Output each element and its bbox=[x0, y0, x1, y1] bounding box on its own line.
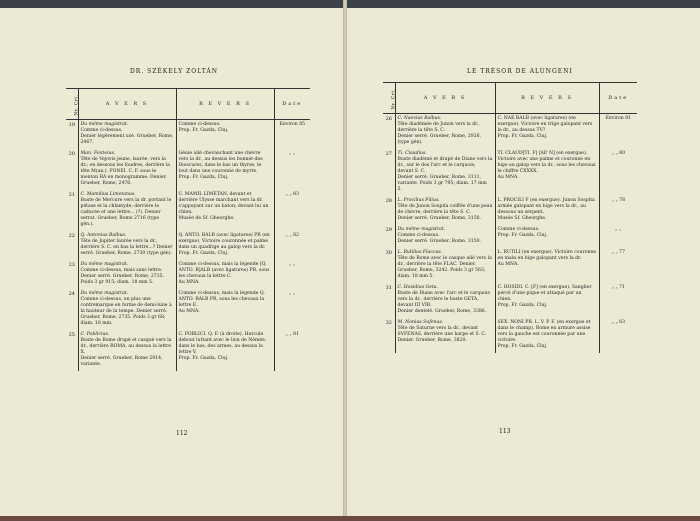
table-row bbox=[66, 260, 310, 289]
avers-cell bbox=[78, 330, 176, 371]
revers-description: C. MAMIL LIMETAN, devant et derrière Ulysse marchant vers la dr. s'appuyant sur un baton; devant lui un chien. Musée de Sf. Gheorghe. bbox=[176, 190, 274, 231]
date-cell: „ „ bbox=[289, 262, 296, 267]
magistrate-name: Man. Fonteius. bbox=[80, 151, 116, 156]
date-cell: „ „ 63 bbox=[611, 320, 626, 325]
entry-number: 24 bbox=[66, 289, 78, 330]
magistrate-name: L. Procilius Filius. bbox=[397, 198, 440, 203]
table-row bbox=[66, 231, 310, 260]
avers-cell bbox=[78, 190, 176, 231]
table-row bbox=[383, 225, 637, 248]
table-row bbox=[383, 114, 637, 150]
avers-cell bbox=[395, 283, 495, 318]
left-page bbox=[0, 8, 343, 516]
page-number: 112 bbox=[176, 430, 188, 437]
entry-number: 19 bbox=[66, 120, 78, 150]
avers-cell bbox=[395, 248, 495, 283]
revers-description: Génie ailé chevauchant une chèvre vers la dr., au dessus les bonnet-des Dioscures, dans le bas un thyrse, le tout dans une couronne de myrte. Prop. Fr. Gazda, Cluj. bbox=[176, 149, 274, 190]
magistrate-name: C. Poblicius. bbox=[80, 332, 110, 337]
magistrate-name: Du même magistrat. bbox=[80, 122, 129, 127]
avers-description: Tête de Vejovis jeune, laurée, vers la dr.; en dessous les foudres, derrière la tête M(an.). FONEI. C. F. sous le menton RA en monogramme. Denier. Grueber, Rome, 2476. bbox=[80, 157, 171, 186]
header-nr: Nr. Crt. bbox=[66, 89, 78, 120]
page-number: 113 bbox=[499, 428, 511, 435]
magistrate-name: Q. Antonius Balbus. bbox=[80, 233, 127, 238]
magistrate-name: Du même magistrat. bbox=[397, 227, 446, 232]
table-row bbox=[383, 149, 637, 196]
right-page bbox=[347, 8, 700, 516]
avers-cell bbox=[395, 225, 495, 248]
header-revers: R E V E R S bbox=[495, 83, 599, 114]
entry-number: 30 bbox=[383, 248, 395, 283]
magistrate-name: C. Naevius Balbus. bbox=[397, 116, 442, 121]
running-head: DR. SZÉKELY ZOLTÁN bbox=[130, 68, 218, 75]
magistrate-name: M. Nonius Sufenas. bbox=[397, 320, 444, 325]
header-date: Date bbox=[274, 89, 310, 120]
bottom-edge bbox=[0, 516, 700, 521]
date-cell: „ „ 78 bbox=[611, 198, 626, 203]
avers-description: Comme ci-dessus. Denier serré. Grueber, Rome, 3150. bbox=[397, 233, 481, 244]
date-cell: Environ 85 bbox=[279, 122, 306, 127]
table-row bbox=[66, 190, 310, 231]
revers-description: SEX. NONI PR. L. V. P. F. (en exergue et dans le champ). Rome en armure assise vers la gauche est couronnée par une victoire. Prop. Fr. Gazda, Cluj. bbox=[495, 318, 599, 353]
running-head: LE TRÉSOR DE ALUNGENI bbox=[467, 68, 573, 75]
revers-description: C. HOSIDI. C. [F] (en exergue). Sanglier percé d'une pique et attaqué par un chien. Prop. Fr. Gazda, Cluj. bbox=[495, 283, 599, 318]
magistrate-name: C. Hosidius Geta. bbox=[397, 285, 438, 290]
avers-description: Tête de Junon Sospita coiffée d'une peau de chèvre, derrière la tête S. C. Denier serré. Grueber, Rome, 3150. bbox=[397, 204, 493, 221]
date-cell: Environ 81 bbox=[605, 116, 632, 121]
entry-number: 28 bbox=[383, 196, 395, 225]
entry-number: 25 bbox=[66, 330, 78, 371]
date-cell: „ „ 81 bbox=[285, 332, 300, 337]
magistrate-name: L. Rutilius Flaccus. bbox=[397, 250, 443, 255]
entry-number: 20 bbox=[66, 149, 78, 190]
table-row bbox=[66, 289, 310, 330]
table-header-row bbox=[383, 83, 637, 114]
entry-number: 23 bbox=[66, 260, 78, 289]
header-date: Date bbox=[599, 83, 637, 114]
avers-cell bbox=[78, 289, 176, 330]
revers-description: C. POBLICI. Q. F. (à droite). Hercule debout luttant avec le lion de Némée, dans le bas, des armes, au dessus la lettre V. Prop. Fr. Gazda, Cluj. bbox=[176, 330, 274, 371]
table-row bbox=[383, 318, 637, 353]
entry-number: 32 bbox=[383, 318, 395, 353]
date-cell: „ „ 80 bbox=[611, 151, 626, 156]
entry-number: 27 bbox=[383, 149, 395, 196]
avers-cell bbox=[395, 114, 495, 150]
table-header-row bbox=[66, 89, 310, 120]
header-avers: A V E R S bbox=[395, 83, 495, 114]
table-row bbox=[66, 330, 310, 371]
avers-cell bbox=[78, 231, 176, 260]
top-edge bbox=[0, 0, 700, 8]
revers-description: L. PROCILI F (en exergue). Junon Sospita armée galopant en bige vers la dr., au dessous un serpent. Musée Sf. Gheorghe. bbox=[495, 196, 599, 225]
avers-cell bbox=[395, 149, 495, 196]
date-cell: „ „ bbox=[289, 151, 296, 156]
table-row bbox=[383, 196, 637, 225]
entry-number: 26 bbox=[383, 114, 395, 150]
avers-description: Buste de Mercure vers la dr. portant le pétase et la chlamyde; derrière le caducée et une lettre... (?). Denier serrat. Grueber, Rome 2716 (type gén.). bbox=[80, 198, 172, 227]
table-row bbox=[66, 149, 310, 190]
revers-description: Comme ci-dessus, mais la légende [Q. ANTO. B]ALB (avec ligatures) PR, sous les chevaux la lettre C. Au MNA. bbox=[176, 260, 274, 289]
avers-description: Comme ci-dessus, mais sans lettre. Denier serré. Grueber, Rome, 2735. Poids 3 gr 915; diam. 18 mm 5. bbox=[80, 268, 164, 285]
avers-description: Comme ci-dessus. Denier légèrement usé. Grueber, Rome, 2467. bbox=[80, 128, 174, 145]
revers-description: TI. CLAUD[TI. F] [AP. N] (en exergue). Victoire avec une palme et couronne en bige au galop vers la dr., sous les chevaux le chiffre CXXXX. Au MNA. bbox=[495, 149, 599, 196]
magistrate-name: Du même magistrat. bbox=[80, 291, 129, 296]
coin-table-right bbox=[383, 82, 637, 353]
revers-description: Comme ci-dessus, mais la légende Q. ANTO. BALB PR, sous les chevaux la lettre E. Au MNA. bbox=[176, 289, 274, 330]
entry-number: 31 bbox=[383, 283, 395, 318]
date-cell: „ „ 83 bbox=[285, 192, 300, 197]
avers-description: Comme ci-dessus, en plus une contremarque en forme de demi-lune à la hauteur de la tempe. Denier serré. Grueber, Rome, 2735. Poids 3 gr 68; diam. 18 mm. bbox=[80, 297, 172, 326]
revers-description: Comme ci-dessus. Prop. Fr. Gazda, Cluj. bbox=[495, 225, 599, 248]
date-cell: „ „ 71 bbox=[611, 285, 626, 290]
revers-description: Q. ANTO. BALB (avec ligatures) PR (en exergue). Victoire couronnée et palme dans un quadrige au galop vers la dr. Prop. Fr. Gazda, Cluj. bbox=[176, 231, 274, 260]
magistrate-name: Ti. Claudius. bbox=[397, 151, 427, 156]
avers-description: Buste de Diane avec l'arc et le carquois vers la dr., derrière le buste GETA, devant III VIR. Denier dentelé. Grueber, Rome, 3386. bbox=[397, 291, 490, 314]
avers-description: Tête diadémée de Junon vers la dr., derrière la tête S. C. Denier serré. Grueber, Rome, 2926, (type gén). bbox=[397, 122, 481, 145]
avers-cell bbox=[395, 196, 495, 225]
entry-number: 21 bbox=[66, 190, 78, 231]
avers-description: Tête de Rome avec le casque ailé vers la dr., derrière la tête FLAC. Denier. Grueber, Rome, 3242. Poids 3 gr 563; diam. 18 mm 5. bbox=[397, 256, 492, 279]
magistrate-name: C. Mamilius Limetanus. bbox=[80, 192, 136, 197]
avers-description: Buste de Rome drapé et casqué vers la dr., derrière ROMA, au dessus la lettre X. Denier serré. Grueber, Rome 2914, variante. bbox=[80, 338, 172, 367]
entry-number: 29 bbox=[383, 225, 395, 248]
date-cell: „ „ bbox=[289, 291, 296, 296]
avers-description: Tête de Jupiter laurée vers la dr., derrière S. C. en bas la lettre...? Denier serré. Grueber, Rome, 2730 (type gén). bbox=[80, 239, 173, 256]
table-row bbox=[66, 120, 310, 150]
entry-number: 22 bbox=[66, 231, 78, 260]
header-nr: Nr. Crt. bbox=[383, 83, 395, 114]
avers-cell bbox=[78, 120, 176, 150]
date-cell: „ „ 77 bbox=[611, 250, 626, 255]
revers-description: L. RUTILI (en exergue). Victoire couronne en main en bige galopant vers la dr. Au MNA. bbox=[495, 248, 599, 283]
table-row bbox=[383, 248, 637, 283]
magistrate-name: Du même magistrat. bbox=[80, 262, 129, 267]
revers-description: C. NAE BALB (avec ligatures) (en exergue). Victoire en trige galopant vers la dr., au dessus TV? Prop. Fr. Gazda, Cluj. bbox=[495, 114, 599, 150]
avers-cell bbox=[78, 260, 176, 289]
header-avers: A V E R S bbox=[78, 89, 176, 120]
header-revers: R E V E R S bbox=[176, 89, 274, 120]
revers-description: Comme ci-dessus. Prop. Fr. Gazda, Cluj. bbox=[176, 120, 274, 150]
table-row bbox=[383, 283, 637, 318]
avers-cell bbox=[395, 318, 495, 353]
avers-description: Tête de Saturne vers la dr., devant SVFENAS, derrière une harpe et S. C. Denier. Grueber, Rome, 3820. bbox=[397, 326, 487, 343]
date-cell: „ „ bbox=[615, 227, 622, 232]
avers-description: Buste diadémé et drapé de Diane vers la dr., sur le dos l'arc et le carquois; devant S. C. Denier serré. Grueber, Rome, 3111, variante. Poids 3 gr 795; diam. 17 mm 5. bbox=[397, 157, 493, 192]
avers-cell bbox=[78, 149, 176, 190]
date-cell: „ „ 82 bbox=[285, 233, 300, 238]
coin-table-left bbox=[66, 88, 310, 371]
